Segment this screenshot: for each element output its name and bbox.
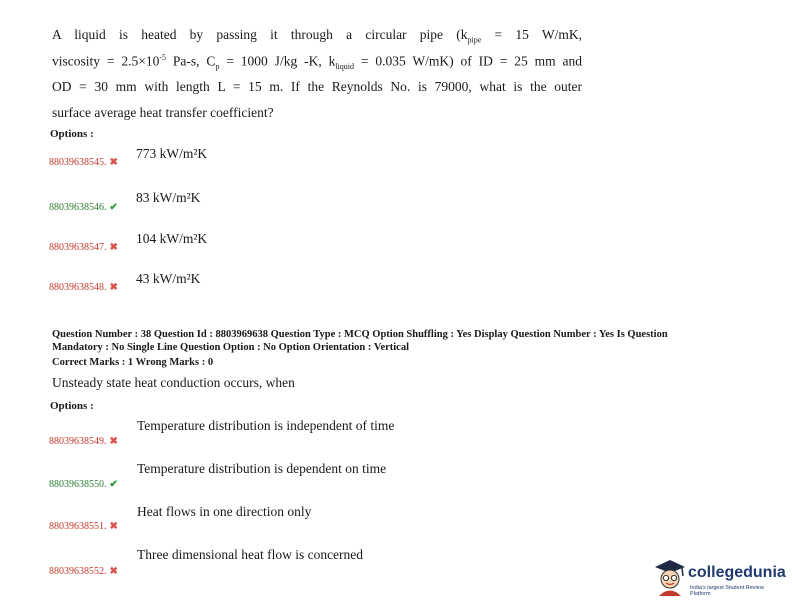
option-text: Temperature distribution is dependent on time <box>137 461 387 476</box>
option-row[interactable] <box>49 474 118 492</box>
option-id: 88039638546. <box>49 202 107 213</box>
option-row[interactable] <box>49 431 118 449</box>
collegedunia-logo <box>654 554 786 602</box>
graduate-mascot-icon <box>654 558 686 598</box>
question-text: Unsteady state heat conduction occurs, when <box>52 375 295 390</box>
wrong-icon: ✖ <box>109 521 118 532</box>
option-text: 43 kW/m²K <box>136 271 201 286</box>
question-text-line-3: OD = 30 mm with length L = 15 m. If the Reynolds No. is 79000, what is the outer <box>52 79 582 94</box>
option-text: Three dimensional heat flow is concerned <box>137 547 364 562</box>
question-text-line-1: A liquid is heated by passing it through a circular pipe ($k_{pipe} = 15$ W/mK, <box>52 27 582 45</box>
option-row[interactable] <box>49 152 118 170</box>
check-icon: ✔ <box>109 202 118 213</box>
question-marks: Correct Marks : 1 Wrong Marks : 0 <box>52 357 214 368</box>
wrong-icon: ✖ <box>109 242 118 253</box>
option-row[interactable] <box>49 561 118 579</box>
option-text: Temperature distribution is independent of time <box>137 418 395 433</box>
question-text-line-4: surface average heat transfer coefficient? <box>52 105 274 120</box>
option-id: 88039638552. <box>49 566 107 577</box>
option-text: 104 kW/m²K <box>136 231 208 246</box>
wrong-icon: ✖ <box>109 157 118 168</box>
option-row[interactable] <box>49 277 118 295</box>
question-meta-line-1: Question Number : 38 Question Id : 8803969638 Question Type : MCQ Option Shuffling : Yes Display Question Number : Yes Is Question <box>52 329 668 340</box>
brand-name: collegedunia <box>688 564 786 581</box>
brand-tagline: India's largest Student Review Platform <box>690 585 764 597</box>
option-id: 88039638545. <box>49 157 107 168</box>
option-text: 773 kW/m²K <box>136 146 208 161</box>
check-icon: ✔ <box>109 479 118 490</box>
option-row[interactable] <box>49 237 118 255</box>
option-id: 88039638548. <box>49 282 107 293</box>
question-meta-line-2: Mandatory : No Single Line Question Option : No Option Orientation : Vertical <box>52 342 410 353</box>
option-id: 88039638547. <box>49 242 107 253</box>
wrong-icon: ✖ <box>109 282 118 293</box>
question-text-line-2: viscosity = $2.5\times 10^{-5}$ Pa-s, $C_p = 1000$ J/kg -K, $k_{liquid} = 0.035$ W/mK) of ID = 25 mm and <box>52 53 582 72</box>
option-text: Heat flows in one direction only <box>137 504 312 519</box>
wrong-icon: ✖ <box>109 566 118 577</box>
option-id: 88039638551. <box>49 521 107 532</box>
options-label: Options : <box>50 128 94 140</box>
wrong-icon: ✖ <box>109 436 118 447</box>
option-id: 88039638550. <box>49 479 107 490</box>
option-id: 88039638549. <box>49 436 107 447</box>
option-row[interactable] <box>49 516 118 534</box>
option-row[interactable] <box>49 197 118 215</box>
options-label: Options : <box>50 400 94 412</box>
option-text: 83 kW/m²K <box>136 190 201 205</box>
